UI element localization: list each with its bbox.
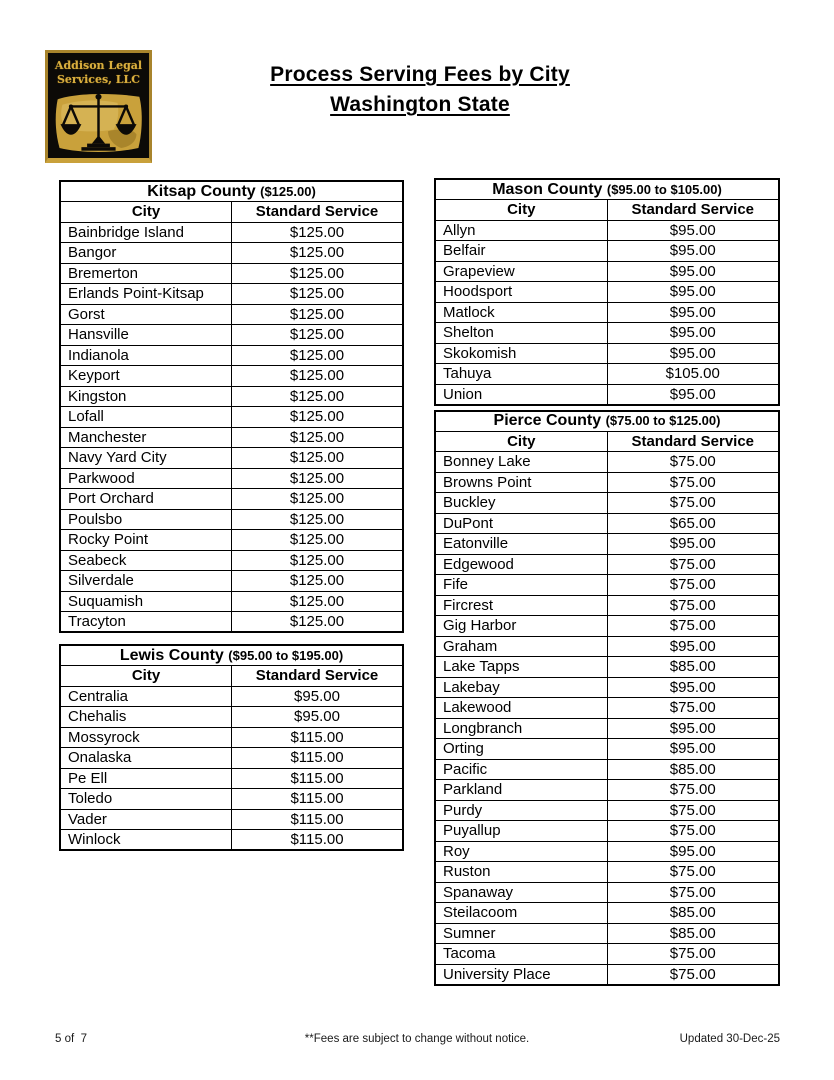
- table-row: [60, 748, 403, 769]
- city-cell: Lakewood: [435, 698, 607, 719]
- price-cell: $125.00: [232, 571, 404, 592]
- table-row: [60, 530, 403, 551]
- table-row: [60, 325, 403, 346]
- price-cell: $125.00: [232, 448, 404, 469]
- column-header-city: City: [60, 202, 232, 223]
- price-cell: $125.00: [232, 345, 404, 366]
- county-fee-range: ($95.00 to $105.00): [606, 181, 722, 197]
- price-cell: $125.00: [232, 612, 404, 633]
- table-row: [60, 284, 403, 305]
- price-cell: $125.00: [232, 284, 404, 305]
- city-cell: Pacific: [435, 759, 607, 780]
- table-row: [435, 452, 779, 473]
- city-cell: Tracyton: [60, 612, 232, 633]
- table-row: [60, 427, 403, 448]
- price-cell: $95.00: [607, 636, 779, 657]
- table-row: [60, 468, 403, 489]
- mason-table-body: [435, 220, 779, 405]
- price-cell: $95.00: [232, 707, 404, 728]
- city-cell: Toledo: [60, 789, 232, 810]
- table-row: [60, 727, 403, 748]
- table-row: [60, 243, 403, 264]
- price-cell: $95.00: [607, 718, 779, 739]
- price-cell: $75.00: [607, 821, 779, 842]
- price-cell: $85.00: [607, 759, 779, 780]
- table-row: [435, 964, 779, 985]
- price-cell: $75.00: [607, 964, 779, 985]
- city-cell: Matlock: [435, 302, 607, 323]
- city-cell: Lakebay: [435, 677, 607, 698]
- city-cell: Purdy: [435, 800, 607, 821]
- city-cell: Tacoma: [435, 944, 607, 965]
- city-cell: Browns Point: [435, 472, 607, 493]
- price-cell: $115.00: [232, 830, 404, 851]
- city-cell: Lofall: [60, 407, 232, 428]
- city-cell: Centralia: [60, 686, 232, 707]
- price-cell: $115.00: [232, 727, 404, 748]
- city-cell: Fircrest: [435, 595, 607, 616]
- city-cell: Graham: [435, 636, 607, 657]
- footer-note: **Fees are subject to change without notice.: [304, 1033, 530, 1045]
- city-cell: Shelton: [435, 323, 607, 344]
- city-cell: Chehalis: [60, 707, 232, 728]
- city-cell: Roy: [435, 841, 607, 862]
- price-cell: $125.00: [232, 366, 404, 387]
- table-gap: [59, 633, 404, 644]
- table-row: [435, 472, 779, 493]
- column-header-city: City: [60, 666, 232, 687]
- table-row: [435, 698, 779, 719]
- city-cell: Parkwood: [60, 468, 232, 489]
- table-row: [60, 707, 403, 728]
- county-fee-range: ($125.00): [260, 183, 316, 199]
- city-cell: Suquamish: [60, 591, 232, 612]
- table-row: [435, 903, 779, 924]
- page-title-line2: Washington State: [330, 93, 510, 116]
- city-cell: University Place: [435, 964, 607, 985]
- table-row: [60, 612, 403, 633]
- company-name: [55, 59, 142, 87]
- city-cell: Allyn: [435, 220, 607, 241]
- price-cell: $95.00: [607, 261, 779, 282]
- city-cell: Hoodsport: [435, 282, 607, 303]
- price-cell: $75.00: [607, 800, 779, 821]
- county-fee-range: ($95.00 to $195.00): [228, 647, 344, 663]
- city-cell: Mossyrock: [60, 727, 232, 748]
- price-cell: $85.00: [607, 657, 779, 678]
- scales-of-justice-icon: [51, 87, 146, 156]
- price-cell: $125.00: [232, 386, 404, 407]
- price-cell: $95.00: [607, 841, 779, 862]
- price-cell: $125.00: [232, 263, 404, 284]
- table-row: [435, 282, 779, 303]
- updated-date: Updated 30-Dec-25: [679, 1033, 780, 1045]
- column-header-service: Standard Service: [607, 200, 779, 221]
- price-cell: $75.00: [607, 452, 779, 473]
- table-row: [435, 780, 779, 801]
- table-row: [60, 571, 403, 592]
- table-row: [435, 364, 779, 385]
- company-name-line2: Services, LLC: [56, 73, 141, 86]
- table-row: [435, 821, 779, 842]
- price-cell: $125.00: [232, 489, 404, 510]
- table-row: [435, 677, 779, 698]
- city-cell: Spanaway: [435, 882, 607, 903]
- table-row: [60, 304, 403, 325]
- column-header-service: Standard Service: [607, 431, 779, 452]
- city-cell: Manchester: [60, 427, 232, 448]
- city-cell: Indianola: [60, 345, 232, 366]
- price-cell: $95.00: [232, 686, 404, 707]
- table-row: [435, 862, 779, 883]
- city-cell: Tahuya: [435, 364, 607, 385]
- city-cell: Bonney Lake: [435, 452, 607, 473]
- column-header-city: City: [435, 200, 607, 221]
- price-cell: $75.00: [607, 698, 779, 719]
- county-header: [435, 179, 779, 200]
- city-cell: Pe Ell: [60, 768, 232, 789]
- price-cell: $75.00: [607, 944, 779, 965]
- table-row: [435, 841, 779, 862]
- table-row: [435, 636, 779, 657]
- price-cell: $125.00: [232, 591, 404, 612]
- city-cell: Bainbridge Island: [60, 222, 232, 243]
- table-row: [435, 800, 779, 821]
- table-row: [60, 386, 403, 407]
- price-cell: $95.00: [607, 323, 779, 344]
- mason-county-table: [434, 178, 780, 406]
- pierce-table-body: [435, 452, 779, 985]
- table-row: [60, 448, 403, 469]
- price-cell: $105.00: [607, 364, 779, 385]
- city-cell: Longbranch: [435, 718, 607, 739]
- lewis-county-table: [59, 644, 404, 851]
- table-row: [435, 923, 779, 944]
- table-row: [60, 509, 403, 530]
- county-name: Mason County: [492, 180, 603, 198]
- table-row: [60, 789, 403, 810]
- price-cell: $115.00: [232, 768, 404, 789]
- price-cell: $125.00: [232, 243, 404, 264]
- price-cell: $75.00: [607, 554, 779, 575]
- price-cell: $75.00: [607, 595, 779, 616]
- price-cell: $125.00: [232, 407, 404, 428]
- city-cell: Seabeck: [60, 550, 232, 571]
- city-cell: Sumner: [435, 923, 607, 944]
- table-row: [435, 323, 779, 344]
- city-cell: Puyallup: [435, 821, 607, 842]
- price-cell: $75.00: [607, 575, 779, 596]
- company-logo: [45, 50, 152, 163]
- city-cell: Hansville: [60, 325, 232, 346]
- city-cell: Gig Harbor: [435, 616, 607, 637]
- price-cell: $125.00: [232, 550, 404, 571]
- table-row: [435, 575, 779, 596]
- table-row: [435, 882, 779, 903]
- table-row: [435, 718, 779, 739]
- kitsap-county-table: [59, 180, 404, 633]
- price-cell: $75.00: [607, 780, 779, 801]
- table-row: [435, 513, 779, 534]
- table-row: [435, 343, 779, 364]
- table-row: [60, 809, 403, 830]
- table-row: [435, 302, 779, 323]
- city-cell: Lake Tapps: [435, 657, 607, 678]
- price-cell: $125.00: [232, 530, 404, 551]
- left-table-column: [59, 180, 404, 851]
- city-cell: Kingston: [60, 386, 232, 407]
- lewis-table-body: [60, 686, 403, 850]
- price-cell: $95.00: [607, 343, 779, 364]
- city-cell: Poulsbo: [60, 509, 232, 530]
- table-row: [435, 220, 779, 241]
- table-row: [435, 534, 779, 555]
- price-cell: $85.00: [607, 903, 779, 924]
- city-cell: Parkland: [435, 780, 607, 801]
- price-cell: $95.00: [607, 220, 779, 241]
- price-cell: $125.00: [232, 468, 404, 489]
- column-header-city: City: [435, 431, 607, 452]
- county-header: [60, 181, 403, 202]
- city-cell: Bangor: [60, 243, 232, 264]
- table-row: [60, 686, 403, 707]
- city-cell: DuPont: [435, 513, 607, 534]
- table-row: [60, 768, 403, 789]
- county-header: [435, 411, 779, 432]
- price-cell: $125.00: [232, 325, 404, 346]
- price-cell: $95.00: [607, 739, 779, 760]
- city-cell: Ruston: [435, 862, 607, 883]
- price-cell: $95.00: [607, 677, 779, 698]
- page-title-line1: Process Serving Fees by City: [270, 63, 570, 86]
- city-cell: Fife: [435, 575, 607, 596]
- city-cell: Gorst: [60, 304, 232, 325]
- price-cell: $75.00: [607, 493, 779, 514]
- city-cell: Vader: [60, 809, 232, 830]
- price-cell: $75.00: [607, 862, 779, 883]
- right-table-column: [434, 178, 780, 986]
- table-row: [60, 489, 403, 510]
- county-name: Lewis County: [119, 646, 224, 664]
- city-cell: Bremerton: [60, 263, 232, 284]
- county-name: Kitsap County: [147, 182, 256, 200]
- column-header-service: Standard Service: [232, 202, 404, 223]
- price-cell: $95.00: [607, 241, 779, 262]
- page-number: 5 of 7: [55, 1033, 87, 1045]
- table-row: [60, 550, 403, 571]
- price-cell: $95.00: [607, 384, 779, 405]
- price-cell: $115.00: [232, 809, 404, 830]
- city-cell: Keyport: [60, 366, 232, 387]
- kitsap-table-body: [60, 222, 403, 632]
- price-cell: $115.00: [232, 748, 404, 769]
- city-cell: Winlock: [60, 830, 232, 851]
- table-row: [435, 739, 779, 760]
- city-cell: Grapeview: [435, 261, 607, 282]
- table-row: [435, 759, 779, 780]
- price-cell: $125.00: [232, 509, 404, 530]
- table-row: [435, 657, 779, 678]
- column-header-service: Standard Service: [232, 666, 404, 687]
- city-cell: Silverdale: [60, 571, 232, 592]
- price-cell: $125.00: [232, 427, 404, 448]
- table-row: [435, 595, 779, 616]
- price-cell: $85.00: [607, 923, 779, 944]
- table-row: [435, 616, 779, 637]
- city-cell: Port Orchard: [60, 489, 232, 510]
- city-cell: Onalaska: [60, 748, 232, 769]
- table-row: [435, 944, 779, 965]
- price-cell: $75.00: [607, 472, 779, 493]
- county-header: [60, 645, 403, 666]
- table-row: [60, 830, 403, 851]
- city-cell: Buckley: [435, 493, 607, 514]
- pierce-county-table: [434, 410, 780, 986]
- price-cell: $75.00: [607, 882, 779, 903]
- company-name-line1: Addison Legal: [54, 59, 143, 72]
- price-cell: $115.00: [232, 789, 404, 810]
- price-cell: $95.00: [607, 302, 779, 323]
- table-row: [60, 222, 403, 243]
- table-row: [435, 261, 779, 282]
- table-row: [60, 366, 403, 387]
- price-cell: $65.00: [607, 513, 779, 534]
- city-cell: Belfair: [435, 241, 607, 262]
- price-cell: $125.00: [232, 222, 404, 243]
- city-cell: Navy Yard City: [60, 448, 232, 469]
- table-row: [435, 493, 779, 514]
- table-row: [60, 263, 403, 284]
- table-row: [435, 241, 779, 262]
- price-cell: $125.00: [232, 304, 404, 325]
- table-row: [60, 407, 403, 428]
- price-cell: $95.00: [607, 534, 779, 555]
- city-cell: Orting: [435, 739, 607, 760]
- city-cell: Steilacoom: [435, 903, 607, 924]
- city-cell: Erlands Point-Kitsap: [60, 284, 232, 305]
- city-cell: Edgewood: [435, 554, 607, 575]
- table-row: [60, 345, 403, 366]
- county-name: Pierce County: [493, 412, 602, 429]
- price-cell: $95.00: [607, 282, 779, 303]
- table-row: [435, 554, 779, 575]
- city-cell: Eatonville: [435, 534, 607, 555]
- table-row: [60, 591, 403, 612]
- city-cell: Union: [435, 384, 607, 405]
- table-row: [435, 384, 779, 405]
- price-cell: $75.00: [607, 616, 779, 637]
- county-fee-range: ($75.00 to $125.00): [605, 413, 721, 428]
- page-title: [180, 60, 660, 120]
- city-cell: Skokomish: [435, 343, 607, 364]
- city-cell: Rocky Point: [60, 530, 232, 551]
